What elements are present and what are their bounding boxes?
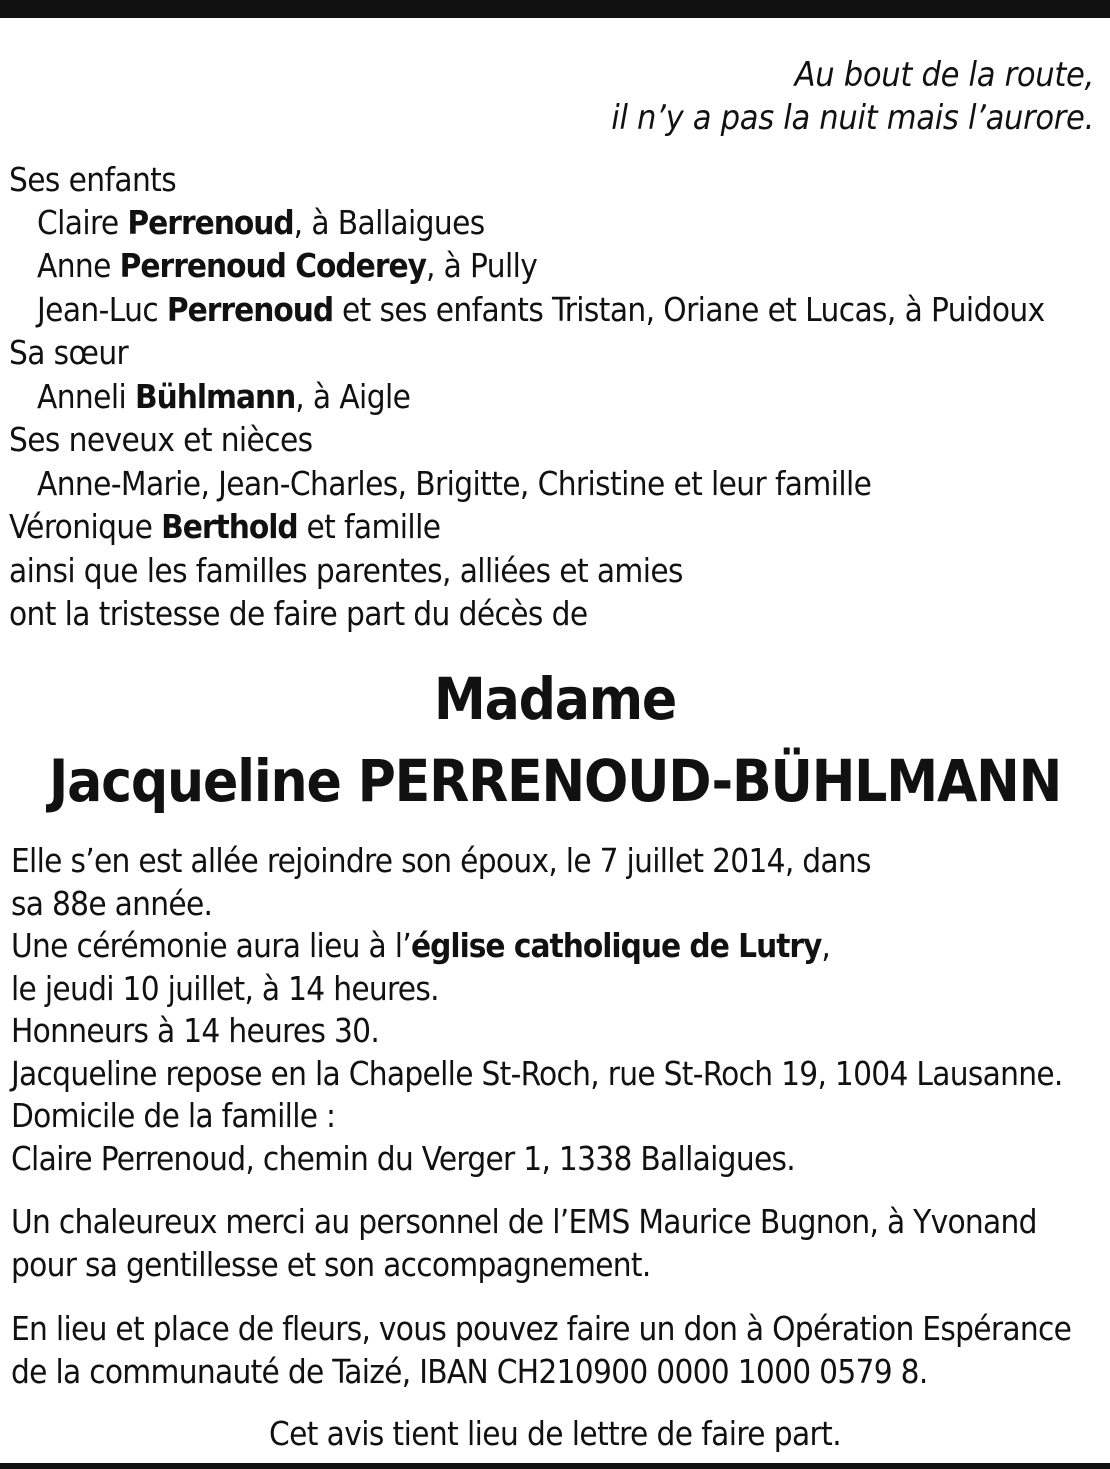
donation-line-1: En lieu et place de fleurs, vous pouvez faire un don à Opération Espérance bbox=[11, 1309, 1072, 1348]
quote-line-2: il n’y a pas la nuit mais l’aurore. bbox=[611, 98, 1094, 138]
ceremony-pre: Une cérémonie aura lieu à l’ bbox=[11, 926, 411, 965]
details-line-7: Domicile de la famille : bbox=[11, 1096, 336, 1135]
thanks-line-1: Un chaleureux merci au personnel de l’EMS Maurice Bugnon, à Yvonand bbox=[11, 1202, 1037, 1241]
children-heading: Ses enfants bbox=[9, 160, 177, 199]
child-3-last-name: Perrenoud bbox=[166, 290, 334, 329]
details-line-2: sa 88e année. bbox=[11, 884, 213, 923]
details-line-8: Claire Perrenoud, chemin du Verger 1, 1338 Ballaigues. bbox=[11, 1139, 796, 1178]
details-line-5: Honneurs à 14 heures 30. bbox=[11, 1011, 380, 1050]
announce-line: ont la tristesse de faire part du décès de bbox=[9, 594, 588, 633]
child-3-details: et ses enfants Tristan, Oriane et Lucas, à Puidoux bbox=[333, 290, 1045, 329]
quote-line-1: Au bout de la route, bbox=[794, 55, 1094, 95]
sister bbox=[37, 375, 410, 418]
sister-last-name: Bühlmann bbox=[134, 377, 296, 416]
epigraph-quote bbox=[611, 54, 1094, 140]
veronique-rest: et famille bbox=[297, 507, 441, 546]
child-3 bbox=[37, 288, 1045, 331]
child-2-last-name: Perrenoud Coderey bbox=[119, 246, 426, 285]
closing-note: Cet avis tient lieu de lettre de faire part. bbox=[268, 1414, 842, 1453]
nephews-heading: Ses neveux et nièces bbox=[9, 420, 313, 459]
child-1 bbox=[37, 201, 485, 244]
donation-line-2: de la communauté de Taizé, IBAN CH210900 0000 1000 0579 8. bbox=[11, 1352, 928, 1391]
top-border-rule bbox=[0, 0, 1110, 18]
ceremony-line bbox=[11, 924, 830, 967]
sister-location: , à Aigle bbox=[295, 377, 411, 416]
families-line: ainsi que les familles parentes, alliées et amies bbox=[9, 551, 683, 590]
bottom-border-rule bbox=[0, 1463, 1110, 1469]
nephews-list: Anne-Marie, Jean-Charles, Brigitte, Christine et leur famille bbox=[37, 464, 872, 503]
details-line-1: Elle s’en est allée rejoindre son époux, le 7 juillet 2014, dans bbox=[11, 841, 871, 880]
child-2-location: , à Pully bbox=[425, 246, 538, 285]
child-3-first-name: Jean-Luc bbox=[37, 290, 159, 329]
details-line-6: Jacqueline repose en la Chapelle St-Roch, rue St-Roch 19, 1004 Lausanne. bbox=[11, 1054, 1063, 1093]
deceased-title: Madame bbox=[433, 665, 677, 733]
child-2-first-name: Anne bbox=[37, 246, 111, 285]
thanks-line-2: pour sa gentillesse et son accompagnement. bbox=[11, 1245, 651, 1284]
child-1-location: , à Ballaigues bbox=[293, 203, 485, 242]
sister-heading: Sa sœur bbox=[9, 333, 129, 372]
veronique-first-name: Véronique bbox=[9, 507, 153, 546]
veronique-line bbox=[9, 505, 440, 548]
child-1-first-name: Claire bbox=[37, 203, 119, 242]
details-line-4: le jeudi 10 juillet, à 14 heures. bbox=[11, 969, 439, 1008]
deceased-name: Jacqueline PERRENOUD-BÜHLMANN bbox=[48, 747, 1062, 815]
child-2 bbox=[37, 244, 537, 287]
veronique-last-name: Berthold bbox=[161, 507, 298, 546]
ceremony-post: , bbox=[821, 926, 831, 965]
ceremony-place: église catholique de Lutry bbox=[411, 926, 822, 965]
child-1-last-name: Perrenoud bbox=[127, 203, 294, 242]
sister-first-name: Anneli bbox=[37, 377, 127, 416]
